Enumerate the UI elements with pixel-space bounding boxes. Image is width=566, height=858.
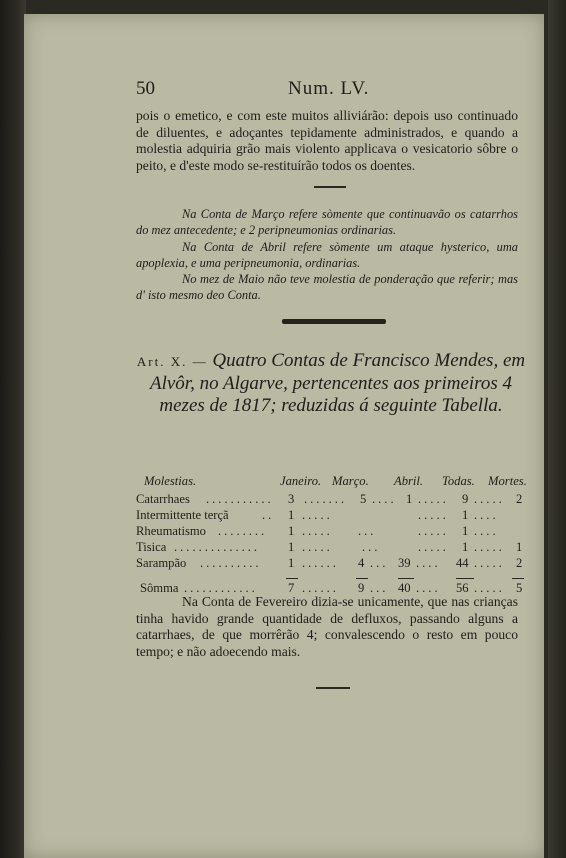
col-header-marco: Março. bbox=[332, 474, 369, 488]
sum-rule bbox=[286, 578, 298, 579]
cell-janeiro: 1 bbox=[288, 508, 295, 522]
book-page bbox=[24, 14, 544, 858]
cell-janeiro: 1 bbox=[288, 556, 295, 570]
sum-rule bbox=[456, 578, 474, 579]
cell-janeiro: 1 bbox=[288, 540, 295, 554]
sum-rule bbox=[356, 578, 368, 579]
total-marco: 9 bbox=[358, 581, 365, 595]
cell-abril: 1 bbox=[406, 492, 413, 506]
cell-todas: 1 bbox=[462, 508, 469, 522]
total-abril: 40 bbox=[398, 581, 411, 595]
cell-marco: 4 bbox=[358, 556, 365, 570]
article-heading bbox=[136, 350, 526, 417]
sum-rule bbox=[512, 578, 524, 579]
running-title: Num. LV. bbox=[288, 78, 370, 99]
paragraph-treatment: pois o emetico, e com este muitos alliviárão: depois uso continuado de diluentes, e adoçantes tepidamente administrados, e quando a molestia adquiria grão mais violento applicava o vesicatorio sôbre o peito, e d'este modo se-restituírão todos os doentes. bbox=[136, 108, 518, 173]
monthly-notes bbox=[136, 206, 518, 304]
cell-janeiro: 3 bbox=[288, 492, 295, 506]
closing-rule bbox=[316, 687, 350, 689]
total-todas: 56 bbox=[456, 581, 469, 595]
cell-janeiro: 1 bbox=[288, 524, 295, 538]
book-edge-right bbox=[548, 0, 566, 858]
article-label: Art. X. — bbox=[136, 354, 208, 369]
table-row: Sarampão .......... 1 ...... 4 ... 39 .... 44 ..... 2 bbox=[136, 556, 523, 570]
row-name: Rheumatismo bbox=[136, 524, 206, 538]
cell-mortes: 1 bbox=[516, 540, 523, 554]
cell-marco: 5 bbox=[360, 492, 367, 506]
table-row: Rheumatismo ........ 1 ..... ... ..... 1 .... bbox=[136, 524, 499, 538]
row-name: Catarrhaes bbox=[136, 492, 190, 506]
book-spine-left bbox=[0, 0, 26, 858]
note-abril: Na Conta de Abril refere sòmente um ataque hysterico, uma apoplexia, e uma peripneumonia, ordinarias. bbox=[136, 239, 518, 270]
table-row: Catarrhaes ........... 3 ....... 5 .... 1 ..... 9 ..... 2 bbox=[136, 492, 523, 506]
cell-todas: 9 bbox=[462, 492, 469, 506]
article-title: Quatro Contas de Francisco Mendes, em Alvôr, no Algarve, pertencentes aos primeiros 4 mezes de 1817; reduzidas á seguinte Tabella. bbox=[149, 350, 526, 416]
col-header-molestias: Molestias. bbox=[144, 474, 197, 488]
total-janeiro: 7 bbox=[288, 581, 295, 595]
page-number: 50 bbox=[136, 78, 155, 99]
cell-todas: 1 bbox=[462, 524, 469, 538]
note-marco: Na Conta de Março refere sòmente que continuavão os catarrhos do mez antecedente; e 2 peripneumonias ordinarias. bbox=[136, 207, 518, 238]
table-row: Tisica .............. 1 ..... ... ..... 1 ..... 1 bbox=[136, 540, 523, 554]
col-header-janeiro: Janeiro. bbox=[280, 474, 322, 488]
col-header-mortes: Mortes. bbox=[488, 474, 527, 488]
table-total-row: Sômma ............ 7 ...... 9 ... 40 .... 56 ..... 5 bbox=[140, 581, 523, 595]
table-row: Intermittente terçã .. 1 ..... ..... 1 .... bbox=[136, 508, 499, 522]
row-name: Sarampão bbox=[136, 556, 187, 570]
cell-mortes: 2 bbox=[516, 556, 523, 570]
row-name: Tisica bbox=[136, 540, 167, 554]
col-header-abril: Abril. bbox=[394, 474, 424, 488]
total-label: Sômma bbox=[140, 581, 179, 595]
cell-mortes: 2 bbox=[516, 492, 523, 506]
cell-abril: 39 bbox=[398, 556, 411, 570]
cell-todas: 44 bbox=[456, 556, 469, 570]
cell-todas: 1 bbox=[462, 540, 469, 554]
note-maio: No mez de Maio não teve molestia de ponderação que referir; mas d' isto mesmo deo Conta. bbox=[136, 272, 518, 303]
ornamental-rule bbox=[282, 319, 386, 324]
section-rule bbox=[314, 186, 346, 188]
sum-rule bbox=[398, 578, 414, 579]
paragraph-fevereiro: Na Conta de Fevereiro dizia-se unicamente, que nas crianças tinha havido grande quantidade de defluxos, passando alguns a catarrhaes, de que morrêrão 4; convalescendo o resto em pouco tempo; e não adoecendo mais. bbox=[136, 594, 518, 659]
total-mortes: 5 bbox=[516, 581, 523, 595]
col-header-todas: Todas. bbox=[442, 474, 475, 488]
row-name: Intermittente terçã bbox=[136, 508, 229, 522]
